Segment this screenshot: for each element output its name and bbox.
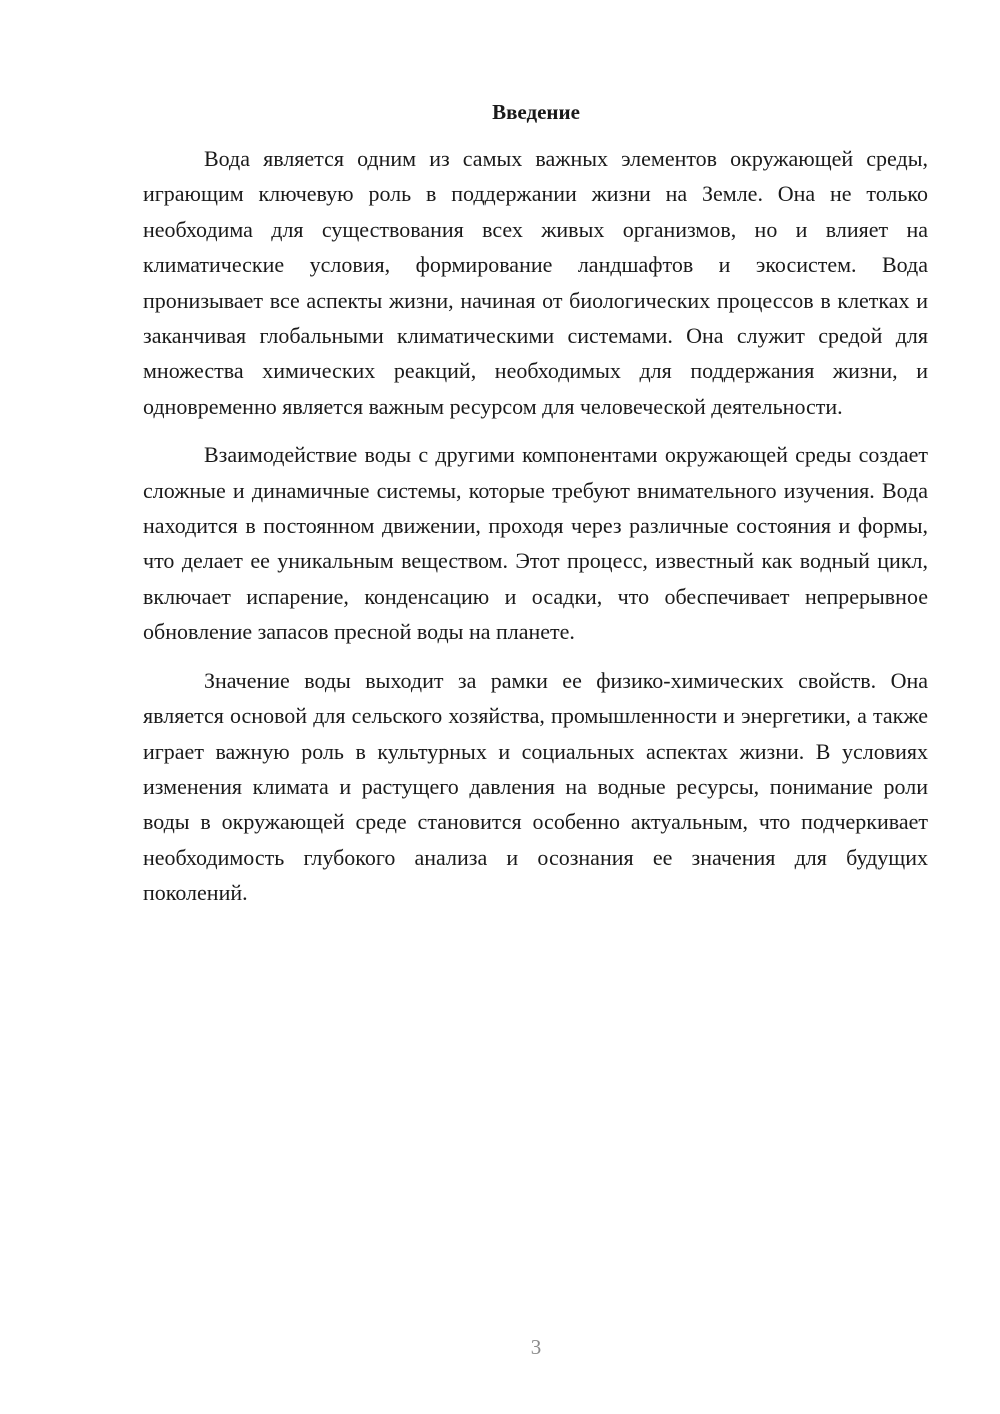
paragraph-3: Значение воды выходит за рамки ее физико-химических свойств. Она является основой для сельского хозяйства, промышленности и энергетики, а также играет важную роль в культурных и социальных аспектах жизни. В условиях изменения климата и растущего давления на водные ресурсы, понимание роли воды в окружающей среде становится особенно актуальным, что подчеркивает необходимость глубокого анализа и осознания ее значения для будущих поколений.	[143, 667, 928, 906]
body-text	[143, 141, 928, 924]
section-heading: Введение	[492, 100, 580, 124]
paragraph-1: Вода является одним из самых важных элементов окружающей среды, играющим ключевую роль в поддержании жизни на Земле. Она не только необходима для существования всех живых организмов, но и влияет на климатические условия, формирование ландшафтов и экосистем. Вода пронизывает все аспекты жизни, начиная от биологических процессов в клетках и заканчивая глобальными климатическими системами. Она служит средой для множества химических реакций, необходимых для поддержания жизни, и одновременно является важным ресурсом для человеческой деятельности.	[143, 146, 928, 419]
paragraph-2: Взаимодействие воды с другими компонентами окружающей среды создает сложные и динамичные системы, которые требуют внимательного изучения. Вода находится в постоянном движении, проходя через различные состояния и формы, что делает ее уникальным веществом. Этот процесс, известный как водный цикл, включает испарение, конденсацию и осадки, что обеспечивает непрерывное обновление запасов пресной воды на планете.	[143, 442, 928, 645]
page-number: 3	[530, 1335, 542, 1359]
